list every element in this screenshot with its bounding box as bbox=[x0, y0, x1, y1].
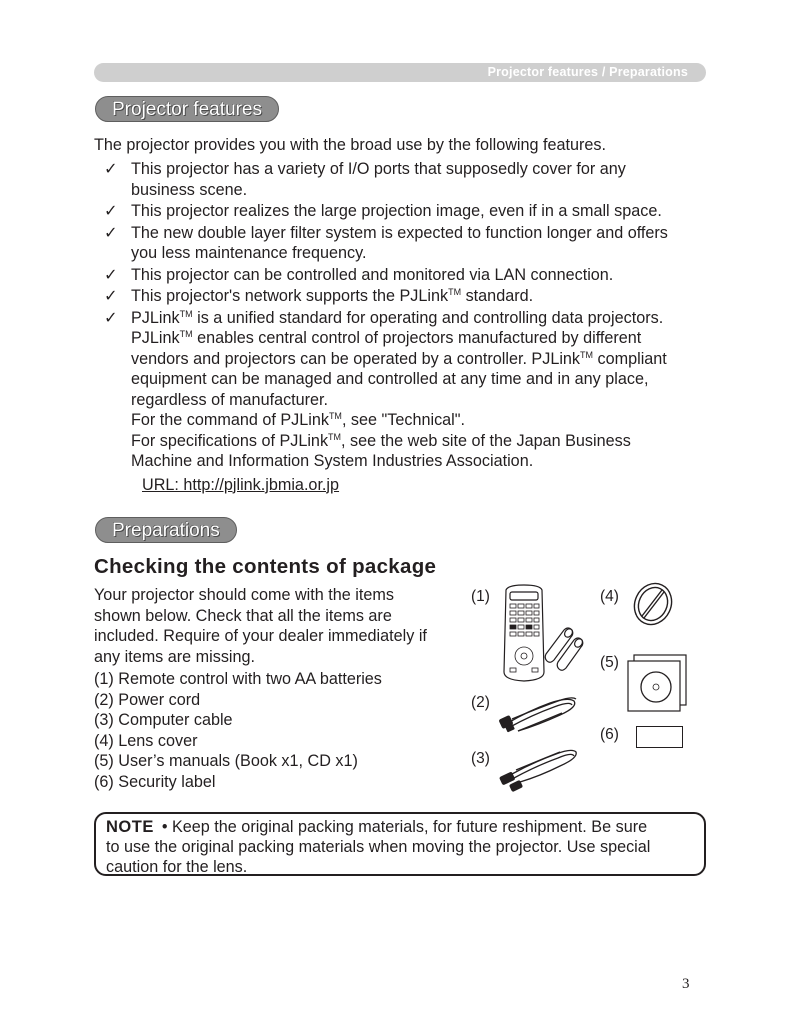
check-icon: ✓ bbox=[104, 202, 118, 220]
header-bar bbox=[94, 63, 706, 82]
list-item: (2) Power cord bbox=[94, 690, 201, 709]
list-item: (1) Remote control with two AA batteries bbox=[94, 670, 382, 688]
package-intro bbox=[94, 585, 464, 667]
page-number: 3 bbox=[682, 976, 690, 992]
trademark-mark: TM bbox=[179, 308, 193, 319]
computer-cable-icon bbox=[498, 746, 580, 792]
note-line: • Keep the original packing materials, for future reshipment. Be sure bbox=[161, 818, 648, 836]
figure-label-4: (4) bbox=[600, 588, 619, 605]
note-content bbox=[106, 817, 704, 877]
bullet-text: For specifications of PJLink™, see the web site of the Japan Business bbox=[131, 431, 631, 450]
features-intro: The projector provides you with the broad use by the following features. bbox=[94, 136, 606, 154]
subheading: Checking the contents of package bbox=[94, 555, 437, 578]
section-heading-features: Projector features bbox=[95, 96, 279, 122]
figure-label-1: (1) bbox=[471, 588, 490, 605]
feature-list bbox=[104, 159, 704, 495]
bullet-text: For the command of PJLink™, see "Technical". bbox=[131, 411, 466, 429]
list-item: (6) Security label bbox=[94, 772, 216, 791]
figure-label-6: (6) bbox=[600, 726, 619, 743]
bullet-text: you less maintenance frequency. bbox=[131, 244, 367, 262]
check-icon: ✓ bbox=[104, 265, 118, 284]
bullet-text: Machine and Information System Industries Association. bbox=[131, 452, 534, 470]
note-line: to use the original packing materials when moving the projector. Use special bbox=[106, 838, 651, 856]
header-title: Projector features / Preparations bbox=[487, 65, 688, 79]
figure-label-2: (2) bbox=[471, 694, 490, 711]
power-cord-icon bbox=[498, 693, 580, 737]
trademark-mark: TM bbox=[179, 329, 193, 339]
list-item: (4) Lens cover bbox=[94, 731, 198, 750]
list-item: (3) Computer cable bbox=[94, 711, 233, 729]
security-label-icon bbox=[636, 726, 683, 748]
list-item bbox=[104, 265, 704, 286]
check-icon: ✓ bbox=[104, 223, 118, 242]
list-item: (5) User’s manuals (Book x1, CD x1) bbox=[94, 752, 358, 770]
list-item bbox=[104, 159, 704, 200]
list-item bbox=[104, 286, 704, 307]
manuals-book-cd-icon bbox=[626, 654, 688, 712]
bullet-text: vendors and projectors can be operated by a controller. PJLink™ compliant bbox=[131, 349, 667, 368]
note-title: NOTE bbox=[106, 818, 154, 836]
trademark-mark: TM bbox=[328, 431, 342, 442]
figure-label-3: (3) bbox=[471, 750, 490, 767]
trademark-mark: TM bbox=[328, 411, 342, 421]
lens-cover-icon bbox=[630, 580, 676, 628]
check-icon: ✓ bbox=[104, 160, 118, 178]
trademark-mark: TM bbox=[580, 349, 594, 360]
bullet-text: The new double layer filter system is expected to function longer and offers bbox=[131, 223, 668, 242]
package-item-list bbox=[94, 669, 382, 792]
intro-line: any items are missing. bbox=[94, 647, 256, 666]
bullet-text: business scene. bbox=[131, 180, 248, 199]
intro-line: shown below. Check that all the items are bbox=[94, 606, 392, 625]
trademark-mark: TM bbox=[448, 287, 462, 297]
list-item bbox=[104, 223, 704, 264]
bullet-text: equipment can be managed and controlled at any time and in any place, bbox=[131, 370, 649, 388]
bullet-text: This projector can be controlled and monitored via LAN connection. bbox=[131, 265, 614, 284]
bullet-text: regardless of manufacturer. bbox=[131, 390, 329, 409]
intro-line: included. Require of your dealer immediately if bbox=[94, 627, 427, 645]
intro-line: Your projector should come with the items bbox=[94, 586, 394, 604]
list-item bbox=[104, 308, 704, 496]
section-heading-preparations: Preparations bbox=[95, 517, 237, 543]
note-line: caution for the lens. bbox=[106, 858, 248, 876]
check-icon: ✓ bbox=[104, 287, 118, 305]
bullet-text: This projector's network supports the PJLink™ standard. bbox=[131, 287, 534, 305]
pjlink-url-link[interactable]: URL: http://pjlink.jbmia.or.jp bbox=[142, 475, 340, 494]
figure-label-5: (5) bbox=[600, 654, 619, 671]
bullet-text: This projector realizes the large projection image, even if in a small space. bbox=[131, 202, 662, 220]
bullet-text: PJLink™ enables central control of projectors manufactured by different bbox=[131, 329, 642, 347]
remote-control-icon bbox=[498, 584, 584, 684]
bullet-text: This projector has a variety of I/O ports that supposedly cover for any bbox=[131, 160, 626, 178]
check-icon: ✓ bbox=[104, 308, 118, 327]
note-box bbox=[94, 812, 706, 876]
bullet-text: PJLink™ is a unified standard for operating and controlling data projectors. bbox=[131, 308, 664, 327]
list-item bbox=[104, 201, 704, 222]
